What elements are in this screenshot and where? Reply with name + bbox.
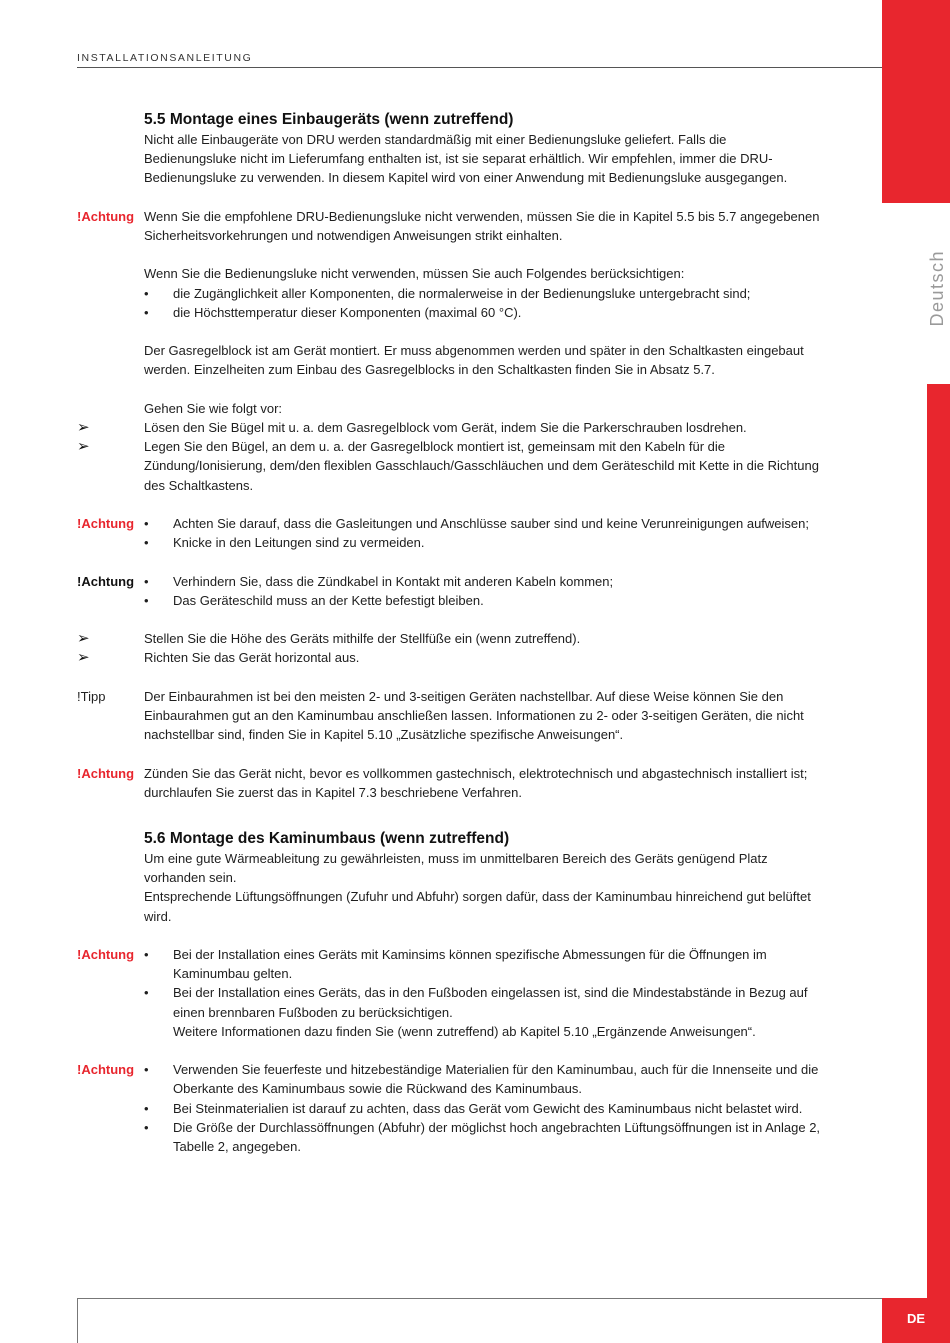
language-code-badge: DE	[882, 1298, 950, 1343]
list-item-text: die Zugänglichkeit aller Komponenten, die normalerweise in der Bedienungsluke untergebracht sind;	[173, 285, 751, 301]
warning-note-6	[77, 1060, 822, 1156]
side-tab-bottom	[927, 384, 950, 1298]
list-item	[144, 533, 822, 552]
list-item-text: Knicke in den Leitungen sind zu vermeiden.	[173, 535, 425, 551]
side-tab-label: Deutsch	[927, 250, 947, 327]
list-item-text: Verwenden Sie feuerfeste und hitzebeständige Materialien für den Kaminumbau, auch für die Innenseite und die Oberkante des Kaminumbaus sowie die Rückwand des Kaminumbaus.	[173, 1062, 819, 1097]
step-item	[77, 437, 822, 495]
list-item	[144, 572, 822, 591]
header-divider	[77, 67, 882, 68]
bullet-icon: •	[144, 304, 149, 320]
list-item	[144, 1060, 822, 1098]
warning-label: !Achtung	[77, 946, 135, 962]
section-5-6-title: 5.6 Montage des Kaminumbaus (wenn zutreffend)	[144, 829, 510, 847]
section-5-6-intro-row	[77, 849, 822, 926]
arrow-bullet-icon: ➢	[77, 438, 90, 456]
step-text: Legen Sie den Bügel, an dem u. a. der Gasregelblock montiert ist, gemeinsam mit den Kabeln für die Zündung/Ionisierung, dem/den flexiblen Gasschlauch/Gasschläuchen und dem Geräteschild mit Kette in die Richtung des Schaltkastens.	[144, 439, 819, 493]
warning-label: !Achtung	[77, 765, 135, 781]
step-text: Richten Sie das Gerät horizontal aus.	[144, 650, 360, 666]
arrow-bullet-icon: ➢	[77, 649, 90, 667]
page-content	[77, 110, 822, 1156]
bullet-icon: •	[144, 515, 149, 531]
footer-left-border	[77, 1298, 78, 1343]
arrow-bullet-icon: ➢	[77, 418, 90, 436]
bullet-icon: •	[144, 946, 149, 962]
warning-label: !Achtung	[77, 208, 135, 224]
list-item	[144, 284, 822, 303]
list-item	[144, 514, 822, 533]
steps-intro: Gehen Sie wie folgt vor:	[144, 400, 283, 416]
consider-block	[77, 264, 822, 322]
warning-note-5	[77, 945, 822, 1041]
warning-note-2	[77, 514, 822, 552]
consider-intro: Wenn Sie die Bedienungsluke nicht verwenden, müssen Sie auch Folgendes berücksichtigen:	[144, 266, 685, 282]
arrow-bullet-icon: ➢	[77, 630, 90, 648]
tip-note	[77, 687, 822, 745]
gas-block-paragraph: Der Gasregelblock ist am Gerät montiert. Er muss abgenommen werden und später in den Schaltkasten eingebaut werden. Einzelheiten zum Einbau des Gasregelblocks in den Schaltkasten finden Sie in Absatz 5.7.	[144, 343, 804, 378]
step-item	[77, 418, 822, 437]
list-item-text: Bei Steinmaterialien ist darauf zu achten, dass das Gerät vom Gewicht des Kaminumbaus nicht belastet wird.	[173, 1100, 803, 1116]
document-header-label: INSTALLATIONSANLEITUNG	[77, 52, 253, 64]
tip-text: Der Einbaurahmen ist bei den meisten 2- und 3-seitigen Geräten nachstellbar. Auf diese Weise können Sie den Einbaurahmen gut an den Kaminumbau anschließen lassen. Informationen zu 2- oder 3-seitigen Geräten, die nicht nachstellbar sind, finden Sie in Kapitel 5.10 „Zusätzliche spezifische Anweisungen“.	[144, 688, 804, 743]
side-tab-top	[882, 0, 950, 203]
section-5-5-heading-row	[77, 110, 822, 130]
bullet-icon: •	[144, 1100, 149, 1116]
warning-label: !Achtung	[77, 1062, 135, 1078]
list-item	[144, 591, 822, 610]
bullet-icon: •	[144, 592, 149, 608]
bullet-icon: •	[144, 1119, 149, 1135]
bullet-icon: •	[144, 1062, 149, 1078]
list-item	[144, 945, 822, 983]
list-item-text: Das Geräteschild muss an der Kette befestigt bleiben.	[173, 592, 484, 608]
list-item-text: die Höchsttemperatur dieser Komponenten (maximal 60 °C).	[173, 304, 522, 320]
list-item-text: Die Größe der Durchlassöffnungen (Abfuhr) der möglichst hoch angebrachten Lüftungsöffnungen ist in Anlage 2, Tabelle 2, angegeben.	[173, 1119, 821, 1154]
section-5-6-intro-2: Entsprechende Lüftungsöffnungen (Zufuhr und Abfuhr) sorgen dafür, dass der Kaminumbau hinreichend gut belüftet wird.	[144, 889, 811, 924]
tip-label: !Tipp	[77, 688, 106, 704]
section-5-5-intro: Nicht alle Einbaugeräte von DRU werden standardmäßig mit einer Bedienungsluke geliefert. Falls die Bedienungsluke nicht im Lieferumfang enthalten ist, ist sie separat erhältlich. Wir empfehlen, immer die DRU-Bedienungsluke zu verwenden. In diesem Kapitel wird von einer Anwendung mit Bedienungsluke ausgegangen.	[144, 132, 788, 186]
list-item	[144, 1118, 822, 1156]
list-item-text: Bei der Installation eines Geräts, das in den Fußboden eingelassen ist, sind die Mindestabstände in Bezug auf einen brennbaren Fußboden zu berücksichtigen.	[173, 985, 808, 1020]
list-item-text: Verhindern Sie, dass die Zündkabel in Kontakt mit anderen Kabeln kommen;	[173, 573, 614, 589]
warning-text: Zünden Sie das Gerät nicht, bevor es vollkommen gastechnisch, elektrotechnisch und abgastechnisch installiert ist; durchlaufen Sie zuerst das in Kapitel 7.3 beschriebene Verfahren.	[144, 765, 808, 800]
section-5-5-intro-row	[77, 130, 822, 188]
list-item	[144, 983, 822, 1041]
list-item-extra-text: Weitere Informationen dazu finden Sie (wenn zutreffend) ab Kapitel 5.10 „Ergänzende Anweisungen“.	[173, 1023, 756, 1039]
warning-label: !Achtung	[77, 515, 135, 531]
step-item	[77, 648, 822, 667]
bullet-icon: •	[144, 285, 149, 301]
bullet-icon: •	[144, 985, 149, 1001]
list-item-text: Bei der Installation eines Geräts mit Kaminsims können spezifische Abmessungen für die Öffnungen im Kaminumbau gelten.	[173, 946, 767, 982]
warning-note-3	[77, 572, 822, 610]
list-item	[144, 1099, 822, 1118]
bullet-icon: •	[144, 573, 149, 589]
step-text: Lösen den Sie Bügel mit u. a. dem Gasregelblock vom Gerät, indem Sie die Parkerschrauben losdrehen.	[144, 419, 747, 435]
footer-divider	[77, 1298, 882, 1299]
list-item-text: Achten Sie darauf, dass die Gasleitungen und Anschlüsse sauber sind und keine Verunreinigungen aufweisen;	[173, 515, 809, 531]
list-item	[144, 303, 822, 322]
gas-block-paragraph-row	[77, 341, 822, 379]
warning-label: !Achtung	[77, 573, 135, 589]
step-text: Stellen Sie die Höhe des Geräts mithilfe der Stellfüße ein (wenn zutreffend).	[144, 631, 581, 647]
section-5-6-heading-row	[77, 829, 822, 849]
step-item	[77, 629, 822, 648]
warning-text: Wenn Sie die empfohlene DRU-Bedienungsluke nicht verwenden, müssen Sie die in Kapitel 5.5 bis 5.7 angegebenen Sicherheitsvorkehrungen und notwendigen Anweisungen strikt einhalten.	[144, 208, 820, 243]
warning-note-1	[77, 207, 822, 245]
warning-note-4	[77, 764, 822, 802]
steps-intro-row	[77, 399, 822, 418]
bullet-icon: •	[144, 535, 149, 551]
section-5-5-title: 5.5 Montage eines Einbaugeräts (wenn zutreffend)	[144, 111, 514, 128]
section-5-6-intro-1: Um eine gute Wärmeableitung zu gewährleisten, muss im unmittelbaren Bereich des Geräts genügend Platz vorhanden sein.	[144, 850, 768, 886]
